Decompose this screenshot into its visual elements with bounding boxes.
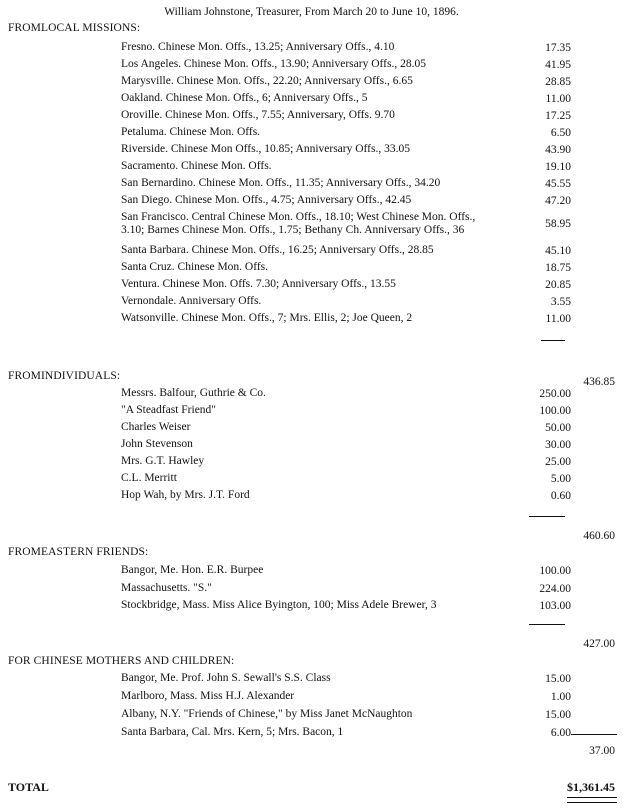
entry-description: Ventura. Chinese Mon. Offs. 7.30; Anniversary Offs., 13.55 bbox=[121, 278, 396, 290]
total-double-rule bbox=[567, 797, 617, 803]
entry-description: C.L. Merritt bbox=[121, 472, 177, 484]
entry-description: San Francisco. Central Chinese Mon. Offs., 18.10; West Chinese Mon. Offs., 3.10; Barnes Chinese Mon. Offs., 1.75; Bethany Ch. Anniversary Offs., 36 bbox=[121, 211, 476, 236]
ledger-row bbox=[121, 211, 571, 237]
entry-amount: 45.10 bbox=[545, 244, 571, 257]
entry-description: Oroville. Chinese Mon. Offs., 7.55; Anniversary, Offs. 9.70 bbox=[121, 109, 395, 121]
ledger-row bbox=[121, 672, 571, 685]
entry-amount: 17.25 bbox=[545, 109, 571, 122]
section-heading: FROMINDIVIDUALS: bbox=[8, 370, 121, 382]
entry-description: Marlboro, Mass. Miss H.J. Alexander bbox=[121, 690, 295, 702]
total-amount: $1,361.45 bbox=[567, 780, 615, 794]
entry-description: Riverside. Chinese Mon Offs., 10.85; Anniversary Offs., 33.05 bbox=[121, 143, 410, 155]
entry-amount: 28.85 bbox=[545, 75, 571, 88]
ledger-row bbox=[121, 472, 571, 485]
entry-description: Hop Wah, by Mrs. J.T. Ford bbox=[121, 489, 250, 501]
entry-description: Mrs. G.T. Hawley bbox=[121, 455, 205, 467]
entry-amount: 20.85 bbox=[545, 278, 571, 291]
entry-amount: 43.90 bbox=[545, 143, 571, 156]
entry-amount: 47.20 bbox=[545, 194, 571, 207]
entry-amount: 0.60 bbox=[550, 489, 571, 502]
entry-description: Santa Barbara, Cal. Mrs. Kern, 5; Mrs. Bacon, 1 bbox=[121, 726, 344, 738]
entry-description: Charles Weiser bbox=[121, 421, 191, 433]
sum-rule bbox=[529, 516, 565, 517]
ledger-row bbox=[121, 421, 571, 434]
ledger-row bbox=[121, 278, 571, 291]
section-heading: FROMEASTERN FRIENDS: bbox=[8, 546, 149, 558]
entry-description: San Diego. Chinese Mon. Offs., 4.75; Anniversary Offs., 42.45 bbox=[121, 194, 412, 206]
entry-description: Santa Cruz. Chinese Mon. Offs. bbox=[121, 261, 269, 273]
section-subtotal: 460.60 bbox=[583, 530, 615, 542]
entry-amount: 58.95 bbox=[545, 218, 571, 230]
section-heading: FROMLOCAL MISSIONS: bbox=[8, 22, 141, 34]
ledger-row bbox=[121, 312, 571, 325]
entry-amount: 45.55 bbox=[545, 177, 571, 190]
ledger-row bbox=[121, 109, 571, 122]
ledger-row bbox=[121, 92, 571, 105]
ledger-row bbox=[121, 489, 571, 502]
entry-description: Oakland. Chinese Mon. Offs., 6; Anniversary Offs., 5 bbox=[121, 92, 368, 104]
ledger-row bbox=[121, 295, 571, 308]
ledger-row bbox=[121, 143, 571, 156]
ledger-row bbox=[121, 455, 571, 468]
ledger-row bbox=[121, 387, 571, 400]
entry-amount: 6.50 bbox=[550, 126, 571, 139]
entry-description: Messrs. Balfour, Guthrie & Co. bbox=[121, 387, 266, 399]
ledger-row bbox=[121, 690, 571, 703]
entry-amount: 100.00 bbox=[539, 564, 571, 577]
entry-amount: 224.00 bbox=[539, 582, 571, 595]
report-title: William Johnstone, Treasurer, From March 20 to June 10, 1896. bbox=[164, 6, 459, 18]
entry-amount: 30.00 bbox=[545, 438, 571, 451]
ledger-row bbox=[121, 244, 571, 257]
entry-amount: 17.35 bbox=[545, 41, 571, 54]
entry-description: John Stevenson bbox=[121, 438, 193, 450]
total-label: TOTAL bbox=[8, 780, 49, 794]
entry-amount: 1.00 bbox=[550, 690, 571, 703]
ledger-row bbox=[121, 261, 571, 274]
ledger-row bbox=[121, 438, 571, 451]
entry-amount: 15.00 bbox=[545, 672, 571, 685]
entry-amount: 25.00 bbox=[545, 455, 571, 468]
entry-amount: 250.00 bbox=[539, 387, 571, 400]
entry-amount: 18.75 bbox=[545, 261, 571, 274]
sum-rule bbox=[571, 734, 617, 735]
entry-description: Watsonville. Chinese Mon. Offs., 7; Mrs. Ellis, 2; Joe Queen, 2 bbox=[121, 312, 413, 324]
sum-rule bbox=[529, 624, 565, 625]
entry-amount: 6.00 bbox=[550, 726, 571, 739]
section-subtotal: 37.00 bbox=[589, 745, 615, 757]
sum-rule bbox=[541, 340, 565, 341]
entry-description: Los Angeles. Chinese Mon. Offs., 13.90; Anniversary Offs., 28.05 bbox=[121, 58, 426, 70]
ledger-row bbox=[121, 708, 571, 721]
ledger-row bbox=[121, 160, 571, 173]
entry-description: Bangor, Me. Hon. E.R. Burpee bbox=[121, 564, 264, 576]
entry-description: Santa Barbara. Chinese Mon. Offs., 16.25; Anniversary Offs., 28.85 bbox=[121, 244, 434, 256]
entry-amount: 19.10 bbox=[545, 160, 571, 173]
entry-description: Sacramento. Chinese Mon. Offs. bbox=[121, 160, 272, 172]
section-subtotal: 436.85 bbox=[583, 376, 615, 388]
entry-amount: 50.00 bbox=[545, 421, 571, 434]
entry-description: Albany, N.Y. "Friends of Chinese," by Miss Janet McNaughton bbox=[121, 708, 413, 720]
entry-description: Massachusetts. "S." bbox=[121, 582, 212, 594]
entry-description: Vernondale. Anniversary Offs. bbox=[121, 295, 262, 307]
entry-description: Bangor, Me. Prof. John S. Sewall's S.S. Class bbox=[121, 672, 331, 684]
entry-amount: 3.55 bbox=[550, 295, 571, 308]
entry-description: Stockbridge, Mass. Miss Alice Byington, 100; Miss Adele Brewer, 3 bbox=[121, 599, 437, 611]
entry-amount: 11.00 bbox=[545, 312, 571, 325]
section-heading: FOR CHINESE MOTHERS AND CHILDREN: bbox=[8, 655, 235, 667]
entry-amount: 11.00 bbox=[545, 92, 571, 105]
ledger-row bbox=[121, 58, 571, 71]
entry-description: Marysville. Chinese Mon. Offs., 22.20; Anniversary Offs., 6.65 bbox=[121, 75, 413, 87]
section-subtotal: 427.00 bbox=[583, 638, 615, 650]
entry-amount: 100.00 bbox=[539, 404, 571, 417]
ledger-row bbox=[121, 41, 571, 54]
ledger-row bbox=[121, 582, 571, 595]
entry-amount: 103.00 bbox=[539, 599, 571, 612]
entry-description: "A Steadfast Friend" bbox=[121, 404, 216, 416]
entry-amount: 15.00 bbox=[545, 708, 571, 721]
ledger-row bbox=[121, 404, 571, 417]
entry-amount: 5.00 bbox=[550, 472, 571, 485]
entry-description: Fresno. Chinese Mon. Offs., 13.25; Anniversary Offs., 4.10 bbox=[121, 41, 395, 53]
ledger-row bbox=[121, 126, 571, 139]
entry-amount: 41.95 bbox=[545, 58, 571, 71]
ledger-row bbox=[121, 726, 571, 739]
ledger-row bbox=[121, 564, 571, 577]
entry-description: San Bernardino. Chinese Mon. Offs., 11.35; Anniversary Offs., 34.20 bbox=[121, 177, 441, 189]
ledger-row bbox=[121, 599, 571, 612]
ledger-row bbox=[121, 75, 571, 88]
entry-description: Petaluma. Chinese Mon. Offs. bbox=[121, 126, 261, 138]
ledger-row bbox=[121, 194, 571, 207]
ledger-row bbox=[121, 177, 571, 190]
